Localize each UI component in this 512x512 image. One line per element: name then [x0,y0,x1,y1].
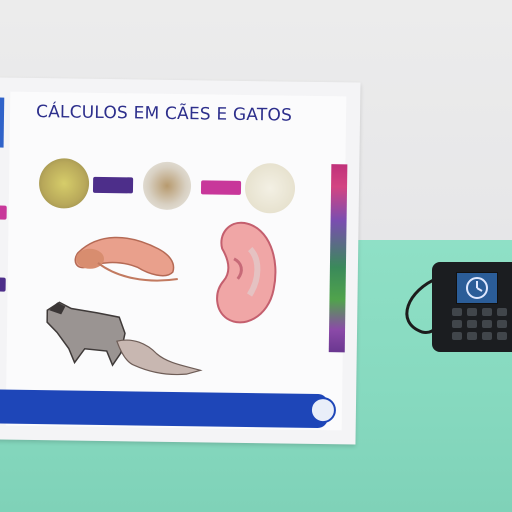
kidney-illustration [213,219,281,332]
color-scale-bar [329,164,348,352]
stone-photo-circle-3 [245,163,296,214]
keypad-icon [452,308,508,344]
poster-sheet [6,92,347,431]
poster-title: CÁLCULOS EM CÃES E GATOS [35,102,293,126]
poster-side-strip [0,97,4,147]
clock-icon [457,273,497,303]
side-tag-pink [0,205,7,219]
poster-footer-band [0,389,328,428]
calculos-poster [0,77,361,444]
stone-photo-circle-2 [143,162,192,211]
device-screen [456,272,498,304]
stone-photo-circle-1 [39,158,90,209]
wall-thermostat-device [432,262,512,352]
label-tag-2 [201,180,241,195]
dog-and-cat-illustration [36,292,207,384]
anatomy-illustration [68,222,189,294]
label-tag-1 [93,177,133,194]
side-tag-purple [0,277,6,291]
